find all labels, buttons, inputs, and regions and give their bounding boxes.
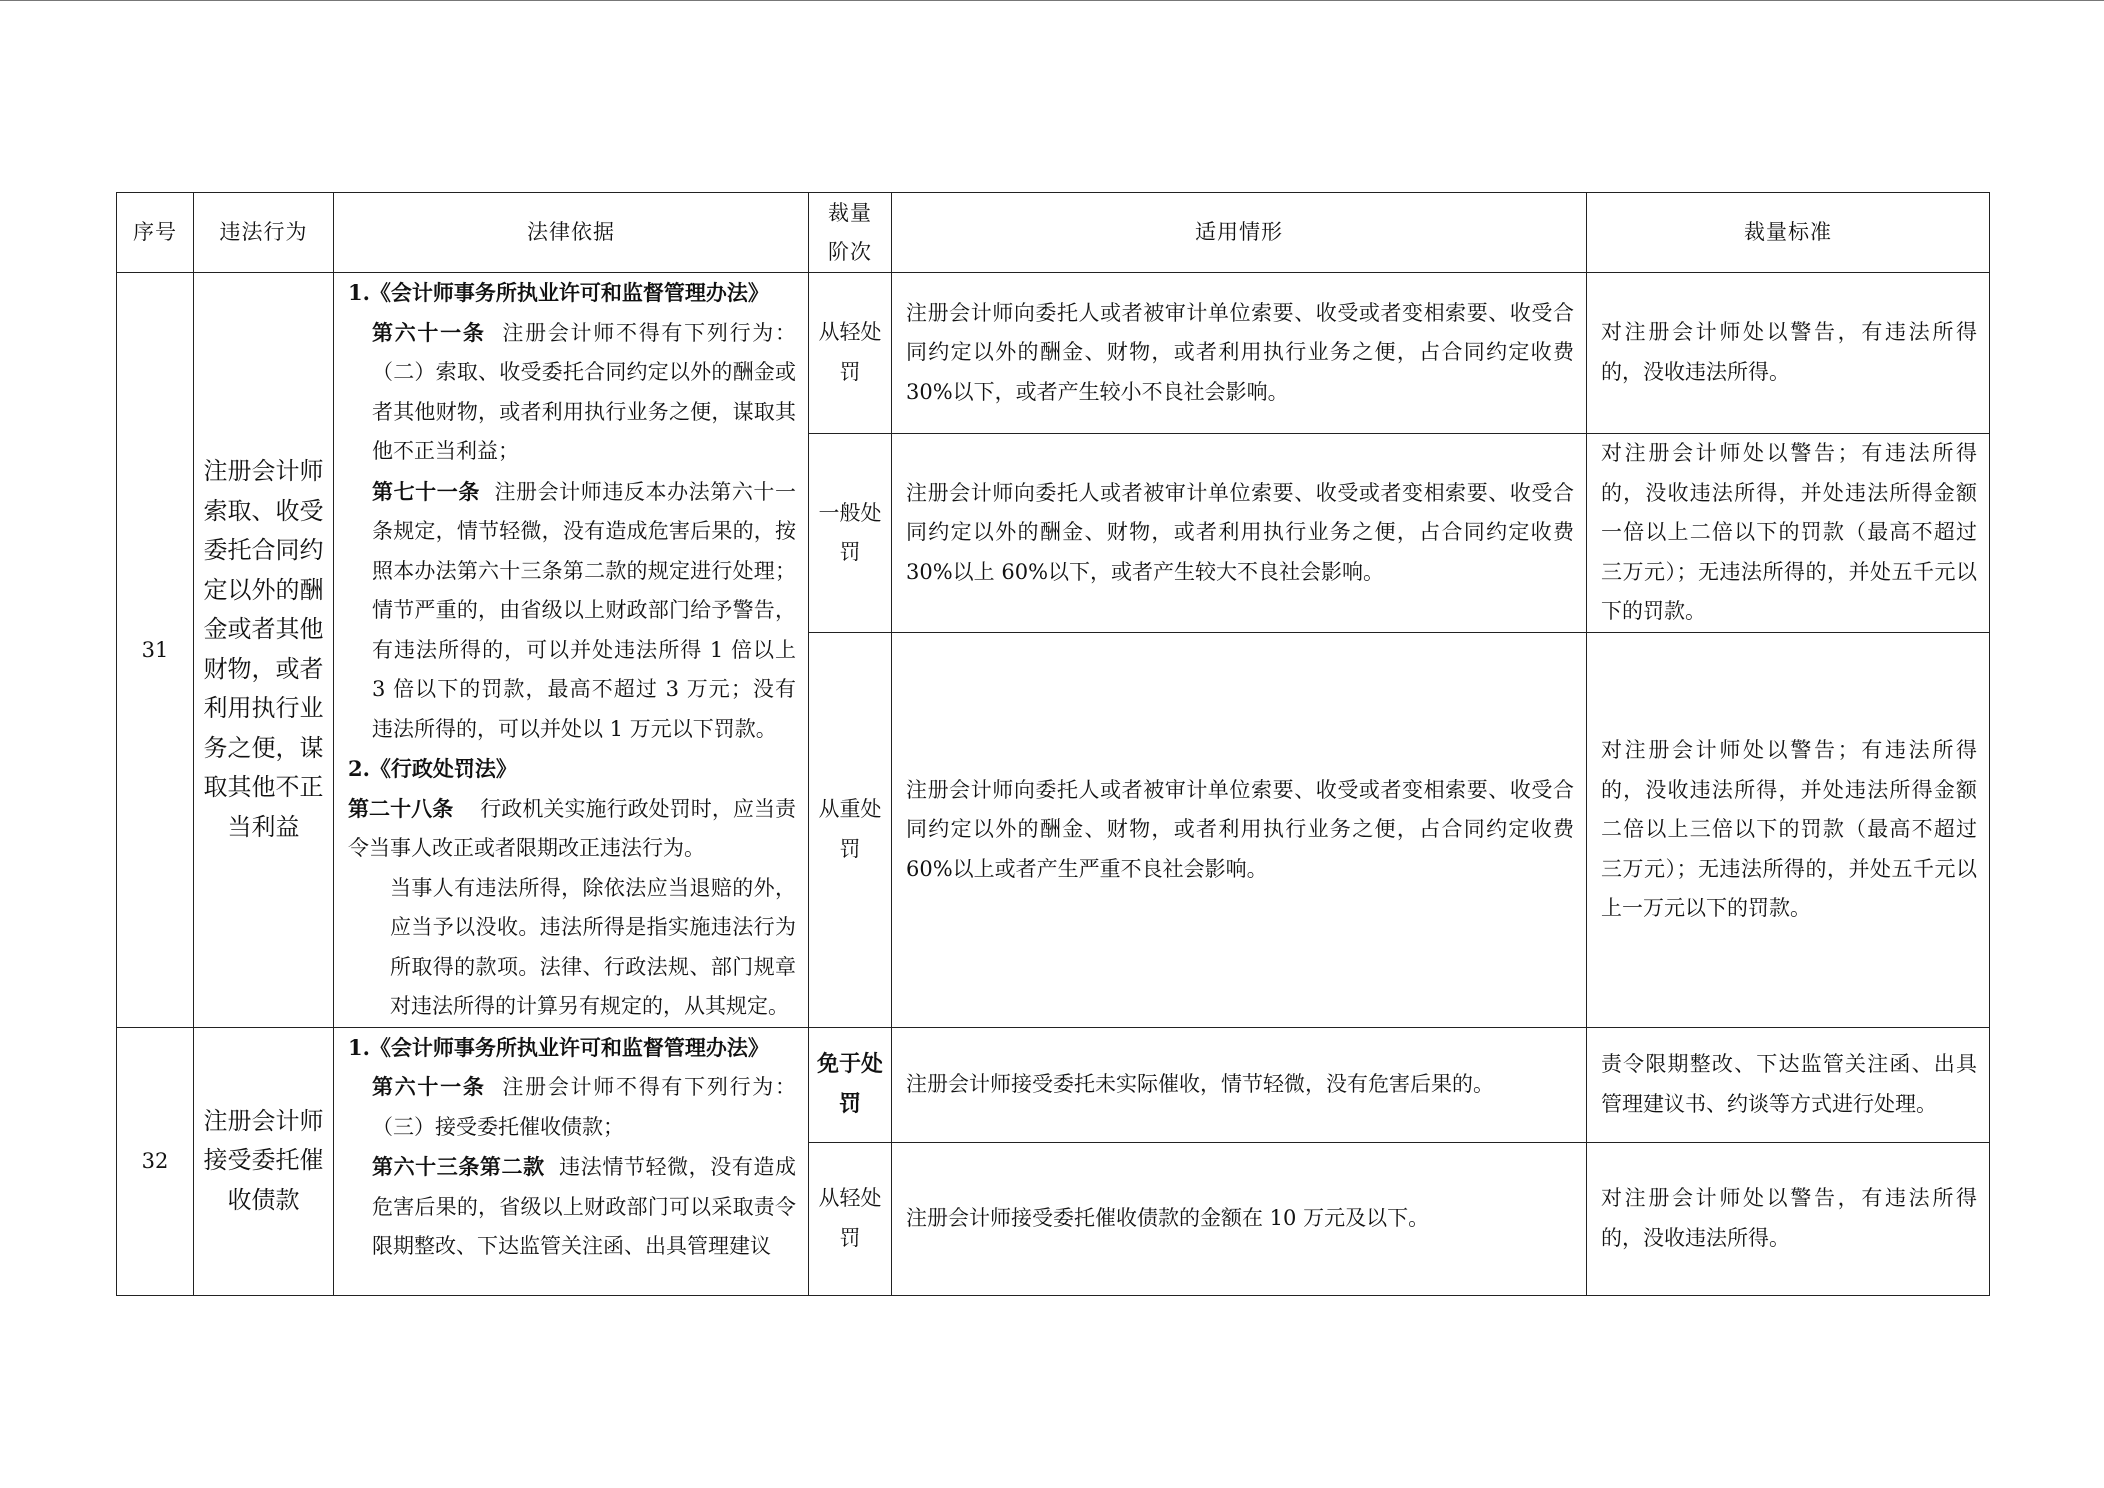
violation-cell: 注册会计师接受委托催收债款 <box>194 1027 334 1295</box>
header-standard: 裁量标准 <box>1587 193 1990 273</box>
basis-article <box>348 1067 796 1147</box>
basis-title: 1.《会计师事务所执业许可和监督管理办法》 <box>348 1034 769 1060</box>
legal-basis-cell <box>334 273 809 1028</box>
article-number: 第七十一条 <box>372 478 480 504</box>
violation-cell: 注册会计师索取、收受委托合同约定以外的酬金或者其他财物，或者利用执行业务之便，谋取其他不正当利益 <box>194 273 334 1028</box>
header-row <box>117 193 1990 273</box>
article-text: 注册会计师不得有下列行为：（二）索取、收受委托合同约定以外的酬金或者其他财物，或者利用执行业务之便，谋取其他不正当利益； <box>372 320 797 463</box>
basis-article <box>348 313 796 472</box>
basis-paragraph: 当事人有违法所得，除依法应当退赔的外，应当予以没收。违法所得是指实施违法行为所取得的款项。法律、行政法规、部门规章对违法所得的计算另有规定的，从其规定。 <box>390 875 796 1018</box>
basis-article <box>348 1147 796 1267</box>
header-violation: 违法行为 <box>194 193 334 273</box>
level-cell: 一般处罚 <box>809 433 892 633</box>
situation-cell: 注册会计师向委托人或者被审计单位索要、收受或者变相索要、收受合同约定以外的酬金、财物，或者利用执行业务之便，占合同约定收费 60%以上或者产生严重不良社会影响。 <box>892 633 1587 1027</box>
header-basis: 法律依据 <box>334 193 809 273</box>
level-cell: 从重处罚 <box>809 633 892 1027</box>
header-level-line1: 裁量 <box>828 200 872 225</box>
article-text: 违法情节轻微，没有造成危害后果的，省级以上财政部门可以采取责令限期整改、下达监管关注函、出具管理建议 <box>372 1155 796 1258</box>
article-number: 第六十一条 <box>372 319 486 345</box>
level-cell: 从轻处罚 <box>809 273 892 434</box>
header-seq: 序号 <box>117 193 194 273</box>
level-cell: 免于处罚 <box>809 1027 892 1142</box>
situation-cell: 注册会计师接受委托催收债款的金额在 10 万元及以下。 <box>892 1142 1587 1295</box>
article-number: 第六十一条 <box>372 1074 486 1099</box>
situation-cell: 注册会计师接受委托未实际催收，情节轻微，没有危害后果的。 <box>892 1027 1587 1142</box>
basis-title: 1.《会计师事务所执业许可和监督管理办法》 <box>348 280 769 305</box>
basis-title: 2.《行政处罚法》 <box>348 756 517 781</box>
article-number: 第六十三条第二款 <box>372 1154 545 1179</box>
row-number: 32 <box>117 1027 194 1295</box>
discretion-table <box>116 192 1990 1296</box>
table-row <box>117 273 1990 434</box>
article-text: 行政机关实施行政处罚时，应当责令当事人改正或者限期改正违法行为。 <box>348 796 797 860</box>
header-level-line2: 阶次 <box>828 239 872 264</box>
standard-cell: 责令限期整改、下达监管关注函、出具管理建议书、约谈等方式进行处理。 <box>1587 1027 1990 1142</box>
basis-article <box>348 789 796 869</box>
article-text: 注册会计师违反本办法第六十一条规定，情节轻微，没有造成危害后果的，按照本办法第六十三条第二款的规定进行处理；情节严重的，由省级以上财政部门给予警告，有违法所得的，可以并处违法所得 1 倍以上 3 倍以下的罚款，最高不超过 3 万元；没有违法所得的，可以并处以 1 万元以下罚款。 <box>372 479 797 741</box>
standard-cell: 对注册会计师处以警告；有违法所得的，没收违法所得，并处违法所得金额二倍以上三倍以下的罚款（最高不超过三万元）；无违法所得的，并处五千元以上一万元以下的罚款。 <box>1587 633 1990 1027</box>
article-text: 注册会计师不得有下列行为：（三）接受委托催收债款； <box>372 1075 797 1139</box>
basis-article <box>348 472 796 750</box>
standard-cell: 对注册会计师处以警告；有违法所得的，没收违法所得，并处违法所得金额一倍以上二倍以下的罚款（最高不超过三万元）；无违法所得的，并处五千元以下的罚款。 <box>1587 433 1990 633</box>
standard-cell: 对注册会计师处以警告，有违法所得的，没收违法所得。 <box>1587 1142 1990 1295</box>
situation-cell: 注册会计师向委托人或者被审计单位索要、收受或者变相索要、收受合同约定以外的酬金、财物，或者利用执行业务之便，占合同约定收费 30%以上 60%以下，或者产生较大不良社会影响。 <box>892 433 1587 633</box>
table-row <box>117 1027 1990 1142</box>
article-number: 第二十八条 <box>348 795 454 821</box>
situation-cell: 注册会计师向委托人或者被审计单位索要、收受或者变相索要、收受合同约定以外的酬金、财物，或者利用执行业务之便，占合同约定收费 30%以下，或者产生较小不良社会影响。 <box>892 273 1587 434</box>
standard-cell: 对注册会计师处以警告，有违法所得的，没收违法所得。 <box>1587 273 1990 434</box>
header-level <box>809 193 892 273</box>
top-rule <box>0 0 2104 1</box>
level-cell: 从轻处罚 <box>809 1142 892 1295</box>
legal-basis-cell <box>334 1027 809 1295</box>
header-situation: 适用情形 <box>892 193 1587 273</box>
row-number: 31 <box>117 273 194 1028</box>
